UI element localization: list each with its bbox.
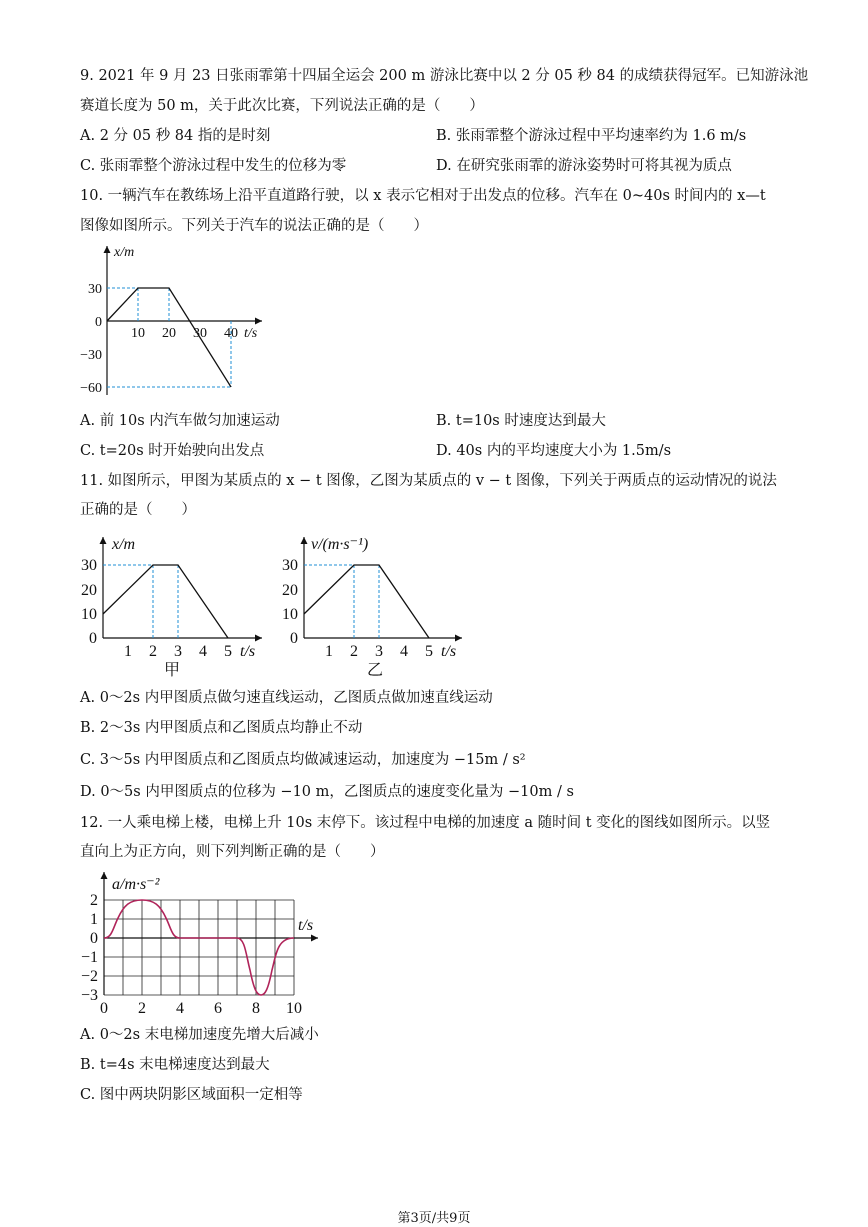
- jia-ytick-20: 20: [81, 582, 97, 599]
- q10-option-c: C. t=20s 时开始驶向出发点: [80, 443, 265, 459]
- q10-ytick-0: 0: [95, 315, 102, 330]
- page-footer: 第3页/共9页: [397, 1211, 471, 1226]
- jia-ytick-0: 0: [89, 630, 97, 647]
- q11-stem-line1: 11. 如图所示，甲图为某质点的 x − t 图像，乙图为某质点的 v − t 图像，下列关于两质点的运动情况的说法: [80, 473, 777, 489]
- yi-xtick-1: 1: [325, 643, 333, 660]
- q9-option-d: D. 在研究张雨霏的游泳姿势时可将其视为质点: [436, 158, 732, 174]
- q12-option-b: B. t=4s 末电梯速度达到最大: [80, 1057, 270, 1073]
- q11-option-b: B. 2～3s 内甲图质点和乙图质点均静止不动: [80, 720, 363, 736]
- q9-option-c: C. 张雨霏整个游泳过程中发生的位移为零: [80, 158, 347, 174]
- q12-stem-line1: 12. 一人乘电梯上楼，电梯上升 10s 末停下。该过程中电梯的加速度 a 随时间 t 变化的图线如图所示。以竖: [80, 815, 771, 831]
- q12-ytick-0: 0: [90, 930, 98, 947]
- jia-xlabel: t/s: [240, 643, 256, 660]
- q9-stem-line2: 赛道长度为 50 m，关于此次比赛，下列说法正确的是（ ）: [80, 98, 484, 114]
- jia-ytick-10: 10: [81, 606, 97, 623]
- q10-ytick-neg60: −60: [80, 381, 102, 396]
- jia-xtick-1: 1: [124, 643, 132, 660]
- q11-option-c: C. 3～5s 内甲图质点和乙图质点均做减速运动，加速度为 −15m / s²: [80, 752, 526, 768]
- jia-xtick-5: 5: [224, 643, 232, 660]
- q10-stem-line2: 图像如图所示。下列关于汽车的说法正确的是（ ）: [80, 218, 428, 234]
- yi-xtick-5: 5: [425, 643, 433, 660]
- q10-xtick-40: 40: [224, 326, 238, 341]
- yi-ytick-0: 0: [290, 630, 298, 647]
- yi-xtick-3: 3: [375, 643, 383, 660]
- q10-xtick-10: 10: [131, 326, 145, 341]
- yi-ytick-10: 10: [282, 606, 298, 623]
- q10-ytick-30: 30: [88, 282, 102, 297]
- q12-xlabel: t/s: [298, 917, 314, 934]
- yi-caption: 乙: [366, 662, 384, 679]
- q10-xt-graph: [80, 240, 270, 400]
- q12-xtick-4: 4: [176, 1000, 184, 1017]
- yi-ytick-20: 20: [282, 582, 298, 599]
- q12-ylabel: a/m·s⁻²: [112, 876, 160, 893]
- q12-option-a: A. 0～2s 末电梯加速度先增大后减小: [80, 1027, 319, 1043]
- q11-jia-graph: [80, 530, 280, 680]
- q12-ytick-neg1: −1: [80, 949, 98, 966]
- yi-xtick-2: 2: [350, 643, 358, 660]
- q10-xtick-20: 20: [162, 326, 176, 341]
- yi-xtick-4: 4: [400, 643, 408, 660]
- q11-option-a: A. 0～2s 内甲图质点做匀速直线运动，乙图质点做加速直线运动: [80, 690, 493, 706]
- q11-stem-line2: 正确的是（ ）: [80, 502, 196, 518]
- jia-xtick-4: 4: [199, 643, 207, 660]
- q10-stem-line1: 10. 一辆汽车在教练场上沿平直道路行驶，以 x 表示它相对于出发点的位移。汽车在 0~40s 时间内的 x—t: [80, 188, 766, 204]
- q12-stem-line2: 直向上为正方向，则下列判断正确的是（ ）: [80, 844, 385, 860]
- q12-ytick-1: 1: [90, 911, 98, 928]
- q12-xtick-10: 10: [286, 1000, 302, 1017]
- q10-option-d: D. 40s 内的平均速度大小为 1.5m/s: [436, 443, 672, 459]
- q12-ytick-2: 2: [90, 892, 98, 909]
- q10-xtick-30: 30: [193, 326, 207, 341]
- q10-option-b: B. t=10s 时速度达到最大: [436, 413, 606, 429]
- q11-option-d: D. 0～5s 内甲图质点的位移为 −10 m，乙图质点的速度变化量为 −10m / s: [80, 784, 574, 800]
- jia-ylabel: x/m: [112, 536, 136, 553]
- q10-xlabel: t/s: [244, 326, 258, 341]
- q9-option-b: B. 张雨霏整个游泳过程中平均速率约为 1.6 m/s: [436, 128, 747, 144]
- q12-xtick-6: 6: [214, 1000, 222, 1017]
- yi-line: [304, 565, 429, 638]
- jia-caption: 甲: [163, 662, 181, 679]
- q12-at-graph: [80, 866, 330, 1018]
- yi-ytick-30: 30: [282, 557, 298, 574]
- jia-xtick-3: 3: [174, 643, 182, 660]
- q9-stem-line1: 9. 2021 年 9 月 23 日张雨霏第十四届全运会 200 m 游泳比赛中以 2 分 05 秒 84 的成绩获得冠军。已知游泳池: [80, 68, 809, 84]
- q11-yi-graph: [280, 530, 470, 680]
- grid: [104, 900, 294, 995]
- q10-ytick-neg30: −30: [80, 348, 102, 363]
- q12-ytick-neg3: −3: [80, 987, 98, 1004]
- q12-xtick-2: 2: [138, 1000, 146, 1017]
- yi-xlabel: t/s: [441, 643, 457, 660]
- jia-line: [103, 565, 228, 638]
- q9-option-a: A. 2 分 05 秒 84 指的是时刻: [80, 128, 271, 144]
- q10-option-a: A. 前 10s 内汽车做匀加速运动: [80, 413, 280, 429]
- jia-ytick-30: 30: [81, 557, 97, 574]
- q12-option-c: C. 图中两块阴影区域面积一定相等: [80, 1087, 303, 1103]
- q12-xtick-0: 0: [100, 1000, 108, 1017]
- q12-xtick-8: 8: [252, 1000, 260, 1017]
- jia-xtick-2: 2: [149, 643, 157, 660]
- q12-ytick-neg2: −2: [80, 968, 98, 985]
- yi-ylabel: v/(m·s⁻¹): [311, 536, 369, 553]
- q10-ylabel: x/m: [114, 245, 135, 260]
